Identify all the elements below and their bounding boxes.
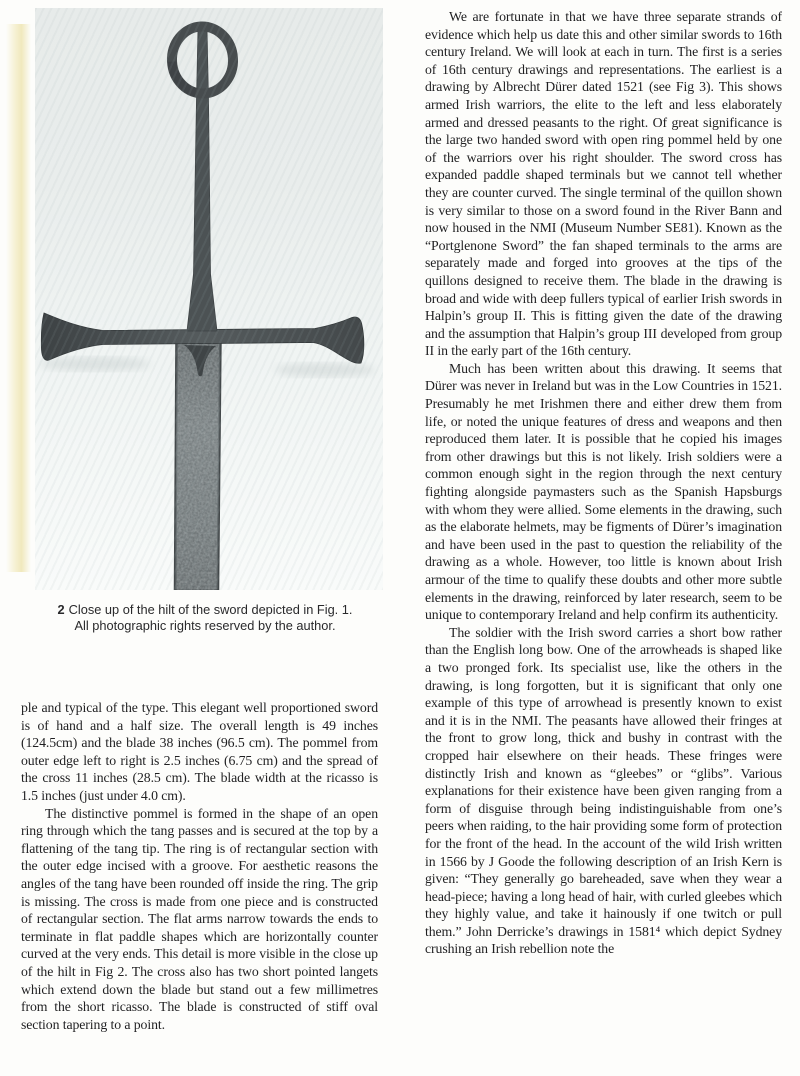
figure-number: 2	[57, 602, 65, 617]
page-edge-shading	[6, 24, 31, 572]
body-paragraph: The soldier with the Irish sword carries a short bow rather than the English long bow. One of the arrowheads is shaped like a two pronged fork. Its specialist use, like the others in the drawing, is long forgotten, but it is significant that only one example of this type of arrowhead is presently known to exist and it is in the NMI. The peasants have allowed their fringes at the front to grow long, thick and bushy in contrast with the cropped hair elsewhere on their heads. These fringes were distinctly Irish and known as “gleebes” or “glibs”. Various explanations for their existence have been given ranging from a form of disguise through being indistinguishable from one’s peers when raiding, to the hair providing some form of protection for the front of the head. In the account of the wild Irish written in 1566 by J Goode the following description of an Irish Kern is given: “They generally go bareheaded, save when they wear a head-piece; having a long head of hair, with curled gleebes which they highly value, and take it hainously if one twitch or pull them.” John Derricke’s drawings in 1581⁴ which depict Sydney crushing an Irish rebellion note the	[425, 624, 782, 957]
body-paragraph: ple and typical of the type. This elegant well proportioned sword is of hand and a half size. The overall length is 49 inches (124.5cm) and the blade 38 inches (96.5 cm). The pommel from outer edge left to right is 2.5 inches (6.75 cm) and the spread of the cross 11 inches (28.5 cm). The blade width at the ricasso is 1.5 inches (just under 4.0 cm).	[21, 700, 378, 803]
sword-hilt-image	[35, 8, 383, 590]
caption-line-2: All photographic rights reserved by the author.	[74, 617, 336, 633]
caption-line-1	[16, 602, 394, 618]
sword-blade	[175, 338, 222, 590]
figure-2-caption	[16, 602, 394, 633]
figure-2-photo	[35, 8, 383, 590]
body-paragraph: The distinctive pommel is formed in the shape of an open ring through which the tang passes and is secured at the top by a flattening of the tang tip. The ring is of rectangular section with the outer edge incised with a groove. For aesthetic reasons the angles of the tang have been rounded off inside the ring. The grip is missing. The cross is made from one piece and is constructed of rectangular section. The flat arms narrow towards the ends to terminate in flat paddle shapes which are horizontally counter curved at the very ends. This detail is more visible in the close up of the hilt in Fig 2. The cross also has two short pointed langets which extend down the blade but stand out a few millimetres from the short ricasso. The blade is constructed of stiff oval section tapering to a point.	[21, 805, 378, 1032]
left-text-column	[21, 699, 378, 1073]
body-paragraph: Much has been written about this drawing. It seems that Dürer was never in Ireland but was in the Low Countries in 1521. Presumably he met Irishmen there and either drew them from life, or noted the unique features of dress and weapons and then reproduced them later. It is possible that he copied his images from other drawings but this is not likely. Irish soldiers were a common enough sight in the region through the next century fighting alongside paymasters such as the Spanish Hapsburgs with whom they were allied. Some elements in the drawing, such as the elaborate helmets, may be figments of Dürer’s imagination and have been used in the past to question the reliability of the drawing as a whole. However, too little is known about Irish armour of the time to qualify these doubts and other more subtle elements in the drawing, reinforced by later research, seem to be unique to contemporary Ireland and help confirm its authenticity.	[425, 360, 782, 623]
body-paragraph: We are fortunate in that we have three separate strands of evidence which help us date this and other similar swords to 16th century Ireland. We will look at each in turn. The first is a series of 16th century drawings and representations. The earliest is a drawing by Albrecht Dürer dated 1521 (see Fig 3). This shows armed Irish warriors, the elite to the left and less elaborately armed and dressed peasants to the right. Of great significance is the large two handed sword with open ring pommel held by one of the warriors over his right shoulder. The sword cross has expanded paddle shaped terminals but we cannot tell whether they are counter curved. The single terminal of the quillon shown is very similar to those on a sword found in the River Bann and now housed in the NMI (Museum Number SE81). Known as the “Portglenone Sword” the fan shaped terminals to the arms are separately made and forged into grooves at the tips of the quillons designed to receive them. The blade in the drawing is broad and wide with deep fullers typical of earlier Irish swords in Halpin’s group II. This is fitting given the date of the drawing and the assumption that Halpin’s group III developed from group II in the early part of the 16th century.	[425, 9, 782, 359]
caption-text: Close up of the hilt of the sword depicted in Fig. 1.	[68, 602, 353, 617]
right-text-column	[425, 8, 782, 1072]
sword-tang	[187, 29, 217, 331]
